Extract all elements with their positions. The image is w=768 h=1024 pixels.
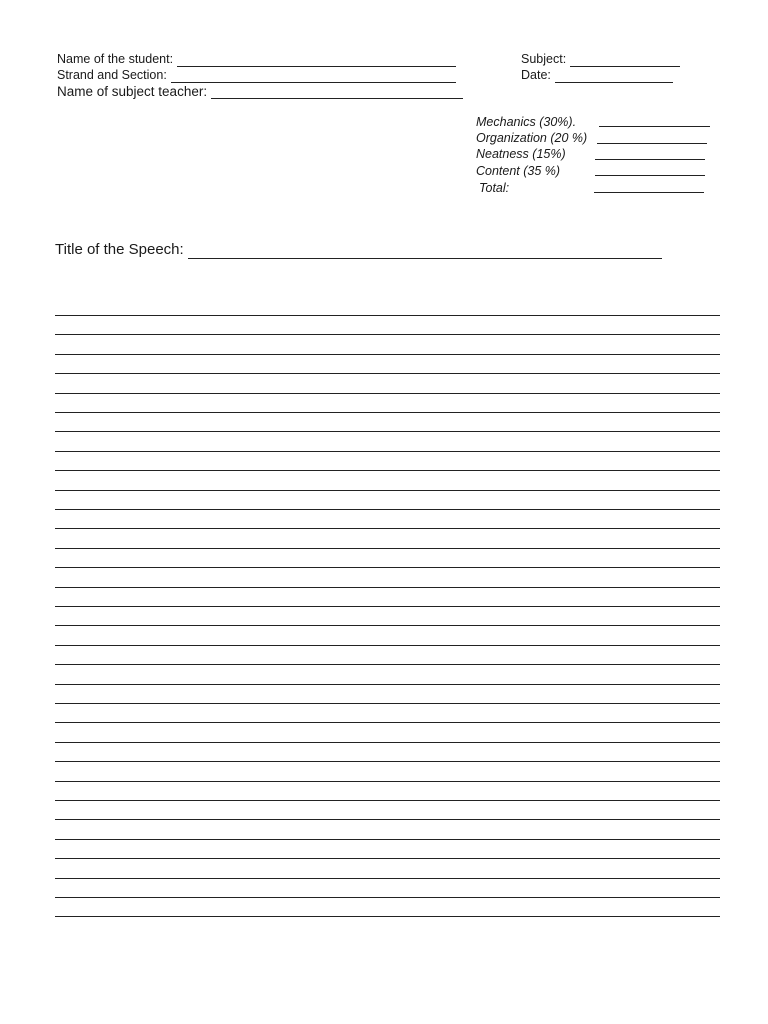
writing-line[interactable] xyxy=(55,839,720,840)
strand-section-label: Strand and Section: xyxy=(57,68,167,82)
writing-line[interactable] xyxy=(55,722,720,723)
writing-line[interactable] xyxy=(55,315,720,316)
writing-line[interactable] xyxy=(55,606,720,607)
speech-title-label: Title of the Speech: xyxy=(55,241,184,258)
writing-line[interactable] xyxy=(55,858,720,859)
writing-line[interactable] xyxy=(55,412,720,413)
writing-line[interactable] xyxy=(55,878,720,879)
writing-line[interactable] xyxy=(55,334,720,335)
rubric-organization-label: Organization (20 %) xyxy=(476,131,588,145)
writing-line[interactable] xyxy=(55,490,720,491)
writing-line[interactable] xyxy=(55,587,720,588)
writing-line[interactable] xyxy=(55,567,720,568)
writing-line[interactable] xyxy=(55,897,720,898)
rubric-mechanics-label: Mechanics (30%). xyxy=(476,115,577,129)
writing-line[interactable] xyxy=(55,470,720,471)
writing-line[interactable] xyxy=(55,528,720,529)
writing-line[interactable] xyxy=(55,703,720,704)
writing-line[interactable] xyxy=(55,645,720,646)
date-label: Date: xyxy=(521,68,551,82)
writing-line[interactable] xyxy=(55,761,720,762)
writing-line[interactable] xyxy=(55,509,720,510)
rubric-neatness-label: Neatness (15%) xyxy=(476,147,566,161)
student-name-label: Name of the student: xyxy=(57,52,174,66)
writing-line[interactable] xyxy=(55,451,720,452)
writing-line[interactable] xyxy=(55,819,720,820)
writing-line[interactable] xyxy=(55,431,720,432)
writing-line[interactable] xyxy=(55,800,720,801)
writing-line[interactable] xyxy=(55,781,720,782)
writing-line[interactable] xyxy=(55,625,720,626)
writing-line[interactable] xyxy=(55,373,720,374)
writing-line[interactable] xyxy=(55,684,720,685)
writing-area[interactable] xyxy=(55,0,720,1024)
teacher-name-label: Name of subject teacher: xyxy=(57,84,208,99)
writing-line[interactable] xyxy=(55,354,720,355)
rubric-content-label: Content (35 %) xyxy=(476,164,561,178)
writing-line[interactable] xyxy=(55,548,720,549)
subject-label: Subject: xyxy=(521,52,567,66)
writing-line[interactable] xyxy=(55,742,720,743)
writing-line[interactable] xyxy=(55,393,720,394)
writing-line[interactable] xyxy=(55,664,720,665)
rubric-total-label: Total: xyxy=(479,181,510,195)
writing-line[interactable] xyxy=(55,916,720,917)
